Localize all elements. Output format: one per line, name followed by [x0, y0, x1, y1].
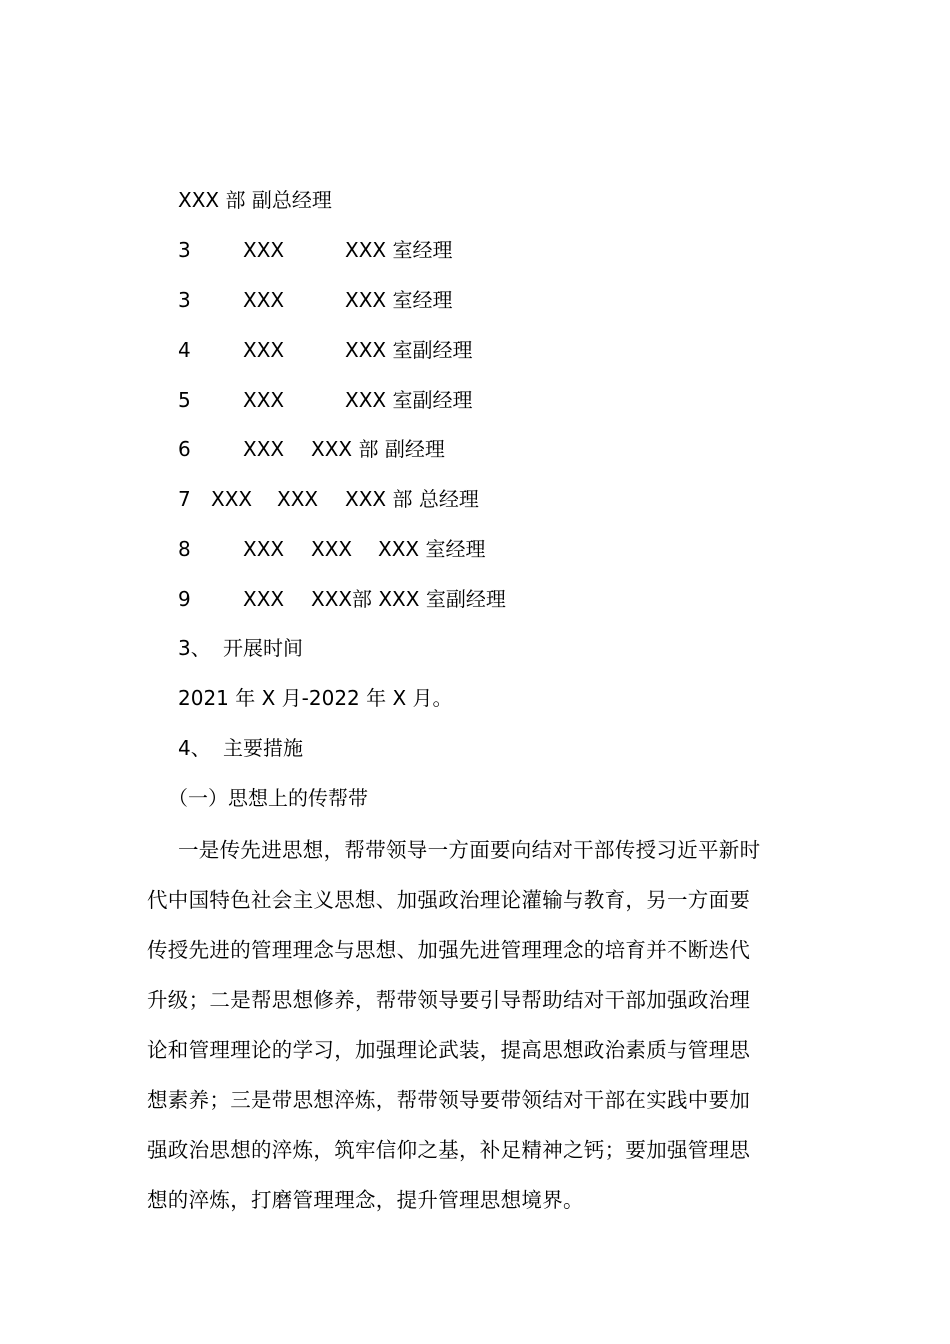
- header-line: XXX 部 副总经理: [178, 188, 332, 212]
- row-number: 9: [178, 587, 191, 611]
- row-number: 3: [178, 288, 191, 312]
- row-name: XXX: [243, 587, 285, 611]
- paragraph-line: 传授先进的管理理念与思想、加强先进管理理念的培育并不断迭代: [147, 938, 751, 962]
- paragraph-line: 升级；二是帮思想修养，帮带领导要引导帮助结对干部加强政治理: [147, 988, 751, 1012]
- row-mentor: XXX: [311, 537, 353, 561]
- subsection-title: （一）思想上的传帮带: [168, 786, 368, 810]
- paragraph-line: 强政治思想的淬炼，筑牢信仰之基，补足精神之钙；要加强管理思: [147, 1138, 751, 1162]
- row-number: 8: [178, 537, 191, 561]
- row-name: XXX: [211, 487, 253, 511]
- time-range: 2021 年 X 月-2022 年 X 月。: [178, 686, 453, 710]
- row-number: 3: [178, 238, 191, 262]
- paragraph-line: 想素养；三是带思想淬炼，帮带领导要带领结对干部在实践中要加: [147, 1088, 751, 1112]
- section-number: 3、: [178, 636, 211, 660]
- row-name: XXX: [243, 537, 285, 561]
- row-dept: XXX 部 副经理: [311, 437, 445, 461]
- row-name: XXX: [243, 288, 285, 312]
- row-name: XXX: [243, 388, 285, 412]
- section-number: 4、: [178, 736, 211, 760]
- row-dept: XXX 室经理: [345, 288, 453, 312]
- paragraph-line: 代中国特色社会主义思想、加强政治理论灌输与教育，另一方面要: [147, 888, 751, 912]
- section-title: 主要措施: [223, 736, 303, 760]
- row-mentor: XXX: [311, 587, 353, 611]
- paragraph-line: 想的淬炼，打磨管理理念，提升管理思想境界。: [147, 1188, 584, 1212]
- row-mentor: XXX: [277, 487, 319, 511]
- row-dept: XXX 室副经理: [345, 388, 473, 412]
- row-dept: XXX 室经理: [345, 238, 453, 262]
- row-name: XXX: [243, 238, 285, 262]
- row-number: 7: [178, 487, 191, 511]
- row-number: 5: [178, 388, 191, 412]
- row-dept: XXX 室副经理: [345, 338, 473, 362]
- section-title: 开展时间: [223, 636, 303, 660]
- row-name: XXX: [243, 437, 285, 461]
- row-dept: 部 XXX 室副经理: [352, 587, 506, 611]
- paragraph-line: 论和管理理论的学习，加强理论武装，提高思想政治素质与管理思: [147, 1038, 751, 1062]
- row-number: 4: [178, 338, 191, 362]
- row-number: 6: [178, 437, 191, 461]
- row-name: XXX: [243, 338, 285, 362]
- paragraph-line: 一是传先进思想，帮带领导一方面要向结对干部传授习近平新时: [178, 838, 761, 862]
- row-dept: XXX 部 总经理: [345, 487, 479, 511]
- row-dept: XXX 室经理: [378, 537, 486, 561]
